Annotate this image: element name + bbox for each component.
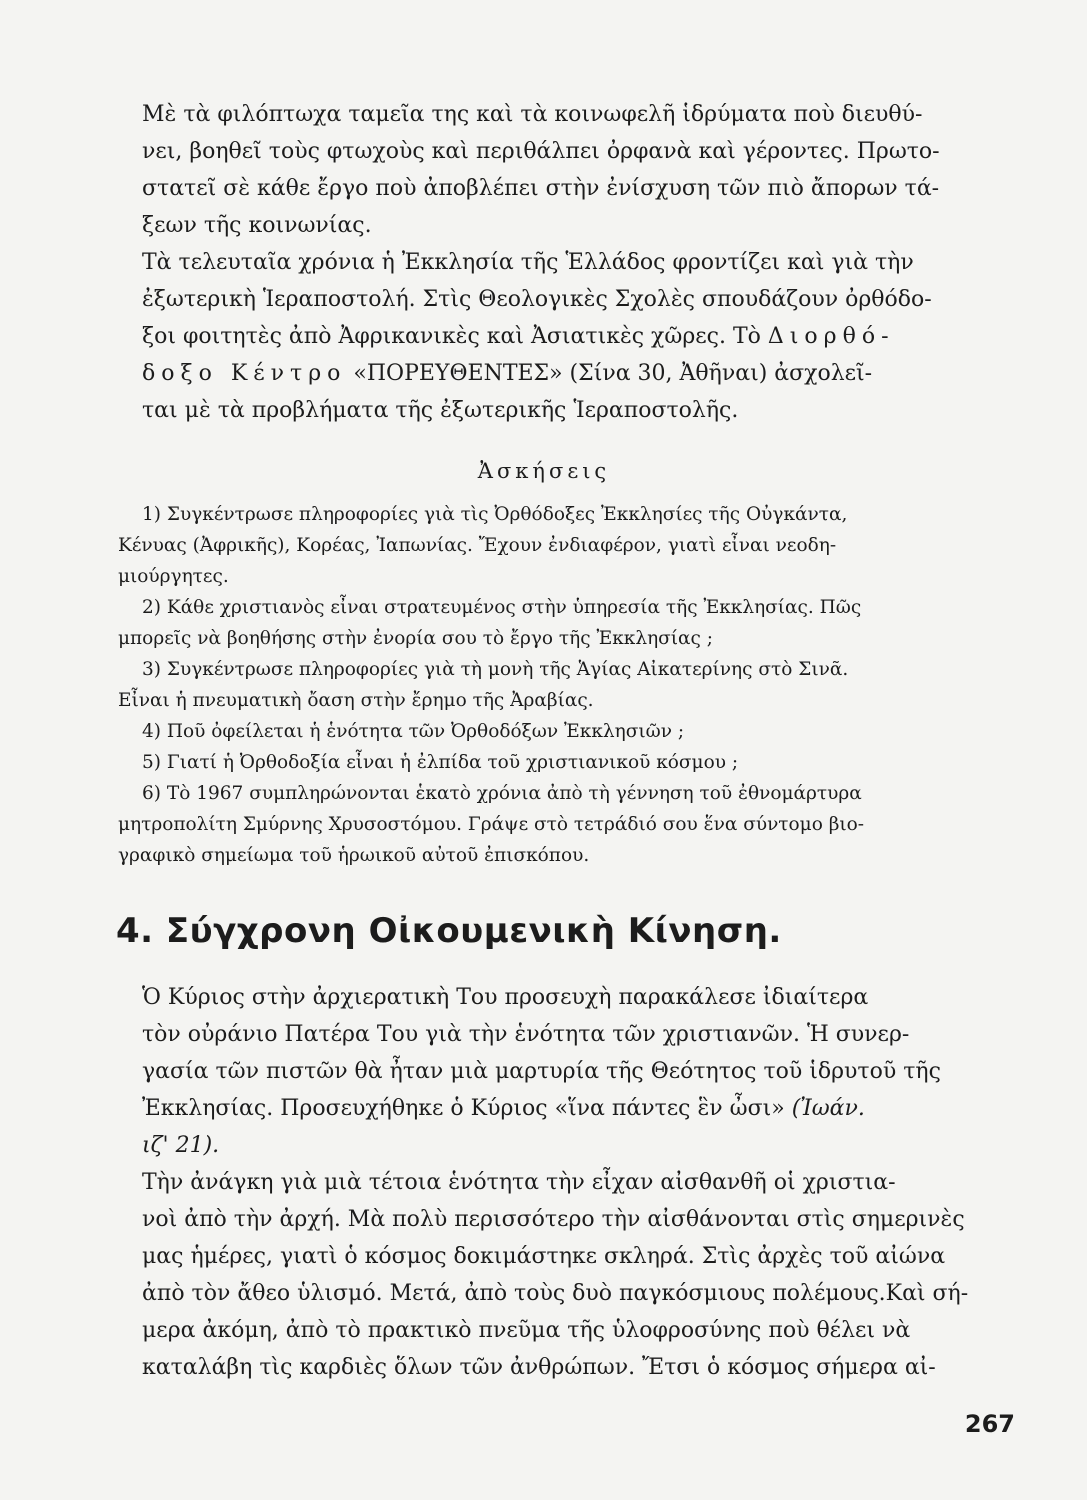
text-line: μπορεῖς νὰ βοηθήσης στὴν ἐνορία σου τὸ ἔργο τῆς Ἐκκλησίας ; [118,628,714,649]
exercise-item [118,654,970,716]
text-line: Τὴν ἀνάγκη γιὰ μιὰ τέτοια ἑνότητα τὴν εἶχαν αἰσθανθῆ οἱ χριστια- [142,1170,896,1195]
text-line: 1) Συγκέντρωσε πληροφορίες γιὰ τὶς Ὀρθόδοξες Ἐκκλησίες τῆς Οὐγκάντα, [142,504,848,525]
exercise-item [118,499,970,592]
page-content [118,96,970,1386]
text-line [118,318,970,355]
text-line: 3) Συγκέντρωσε πληροφορίες γιὰ τὴ μονὴ τῆς Ἁγίας Αἰκατερίνης στὸ Σινᾶ. [142,659,849,680]
citation: (Ἰωάν. [791,1096,865,1121]
text-line: γασία τῶν πιστῶν θὰ ἦταν μιὰ μαρτυρία τῆς Θεότητος τοῦ ἱδρυτοῦ τῆς [142,1059,941,1084]
citation: ιζ' 21). [142,1133,220,1158]
text-line: Εἶναι ἡ πνευματικὴ ὄαση στὴν ἔρημο τῆς Ἀραβίας. [118,690,594,711]
text-line: μας ἡμέρες, γιατὶ ὁ κόσμος δοκιμάστηκε σκληρά. Στὶς ἀρχὲς τοῦ αἰώνα [142,1244,946,1269]
text-line: Ὁ Κύριος στὴν ἀρχιερατικὴ Του προσευχὴ παρακάλεσε ἰδιαίτερα [142,985,869,1010]
exercise-item [118,778,970,871]
intro-paragraph [118,96,970,244]
body-paragraph [118,979,970,1164]
text-line: Μὲ τὰ φιλόπτωχα ταμεῖα της καὶ τὰ κοινωφελῆ ἱδρύματα ποὺ διευθύ- [142,102,923,127]
text-line: 4) Ποῦ ὀφείλεται ἡ ἑνότητα τῶν Ὀρθοδόξων Ἐκκλησιῶν ; [142,721,685,742]
text-line: 5) Γιατί ἡ Ὀρθοδοξία εἶναι ἡ ἐλπίδα τοῦ χριστιανικοῦ κόσμου ; [142,752,739,773]
exercise-list [118,499,970,871]
spaced-text: Διορθό- [767,324,895,349]
spaced-text: δοξο Κέντρο [142,361,347,386]
page-number: 267 [964,1410,1015,1438]
text-line: νοὶ ἀπὸ τὴν ἀρχή. Μὰ πολὺ περισσότερο τὴν αἰσθάνονται στὶς σημερινὲς [142,1207,965,1232]
exercises-heading: Ἀσκήσεις [477,459,611,483]
text-fragment: ξοι φοιτητὲς ἀπὸ Ἀφρικανικὲς καὶ Ἀσιατικὲς χῶρες. Τὸ [142,324,768,349]
text-line: 2) Κάθε χριστιανὸς εἶναι στρατευμένος στὴν ὑπηρεσία τῆς Ἐκκλησίας. Πῶς [142,597,862,618]
text-line: Κένυας (Ἀφρικῆς), Κορέας, Ἰαπωνίας. Ἔχουν ἐνδιαφέρον, γιατὶ εἶναι νεοδη- [118,535,837,556]
text-line: Τὰ τελευταῖα χρόνια ἡ Ἐκκλησία τῆς Ἑλλάδος φροντίζει καὶ γιὰ τὴν [142,250,914,275]
exercise-item [118,747,970,778]
text-line: ἀπὸ τὸν ἄθεο ὑλισμό. Μετά, ἀπὸ τοὺς δυὸ παγκόσμιους πολέμους.Καὶ σή- [142,1281,969,1306]
text-line: στατεῖ σὲ κάθε ἔργο ποὺ ἀποβλέπει στὴν ἐνίσχυση τῶν πιὸ ἄπορων τά- [142,176,940,201]
text-line [118,1127,970,1164]
text-line: νει, βοηθεῖ τοὺς φτωχοὺς καὶ περιθάλπει ὀρφανὰ καὶ γέροντες. Πρωτο- [142,139,940,164]
text-line: μερα ἀκόμη, ἀπὸ τὸ πρακτικὸ πνεῦμα τῆς ὑλοφροσύνης ποὺ θέλει νὰ [142,1318,911,1343]
mission-paragraph [118,244,970,429]
section-title: 4. Σύγχρονη Οἰκουμενικὴ Κίνηση. [116,911,782,951]
text-line: ται μὲ τὰ προβλήματα τῆς ἐξωτερικῆς Ἱεραποστολῆς. [142,398,739,423]
exercise-item [118,716,970,747]
text-line: μητροπολίτη Σμύρνης Χρυσοστόμου. Γράψε στὸ τετράδιό σου ἕνα σύντομο βιο- [118,814,865,835]
text-line: τὸν οὐράνιο Πατέρα Του γιὰ τὴν ἑνότητα τῶν χριστιανῶν. Ἡ συνερ- [142,1022,910,1047]
text-line: 6) Τὸ 1967 συμπληρώνονται ἑκατὸ χρόνια ἀπὸ τὴ γέννηση τοῦ ἐθνομάρτυρα [142,783,862,804]
text-line: ἐξωτερικὴ Ἱεραποστολή. Στὶς Θεολογικὲς Σχολὲς σπουδάζουν ὀρθόδο- [142,287,932,312]
text-fragment: «ΠΟΡΕΥΘΕΝΤΕΣ» (Σίνα 30, Ἀθῆναι) ἀσχολεῖ- [346,361,873,386]
body-paragraph [118,1164,970,1386]
text-line: μιούργητες. [118,566,229,587]
text-line: γραφικὸ σημείωμα τοῦ ἡρωικοῦ αὐτοῦ ἐπισκόπου. [118,845,590,866]
text-line: καταλάβη τὶς καρδιὲς ὅλων τῶν ἀνθρώπων. Ἔτσι ὁ κόσμος σήμερα αἰ- [142,1355,936,1380]
exercise-item [118,592,970,654]
text-fragment: Ἐκκλησίας. Προσευχήθηκε ὁ Κύριος «ἵνα πάντες ἓν ὦσι» [142,1096,792,1121]
text-line [118,355,970,392]
text-line: ξεων τῆς κοινωνίας. [142,213,372,238]
text-line [118,1090,970,1127]
